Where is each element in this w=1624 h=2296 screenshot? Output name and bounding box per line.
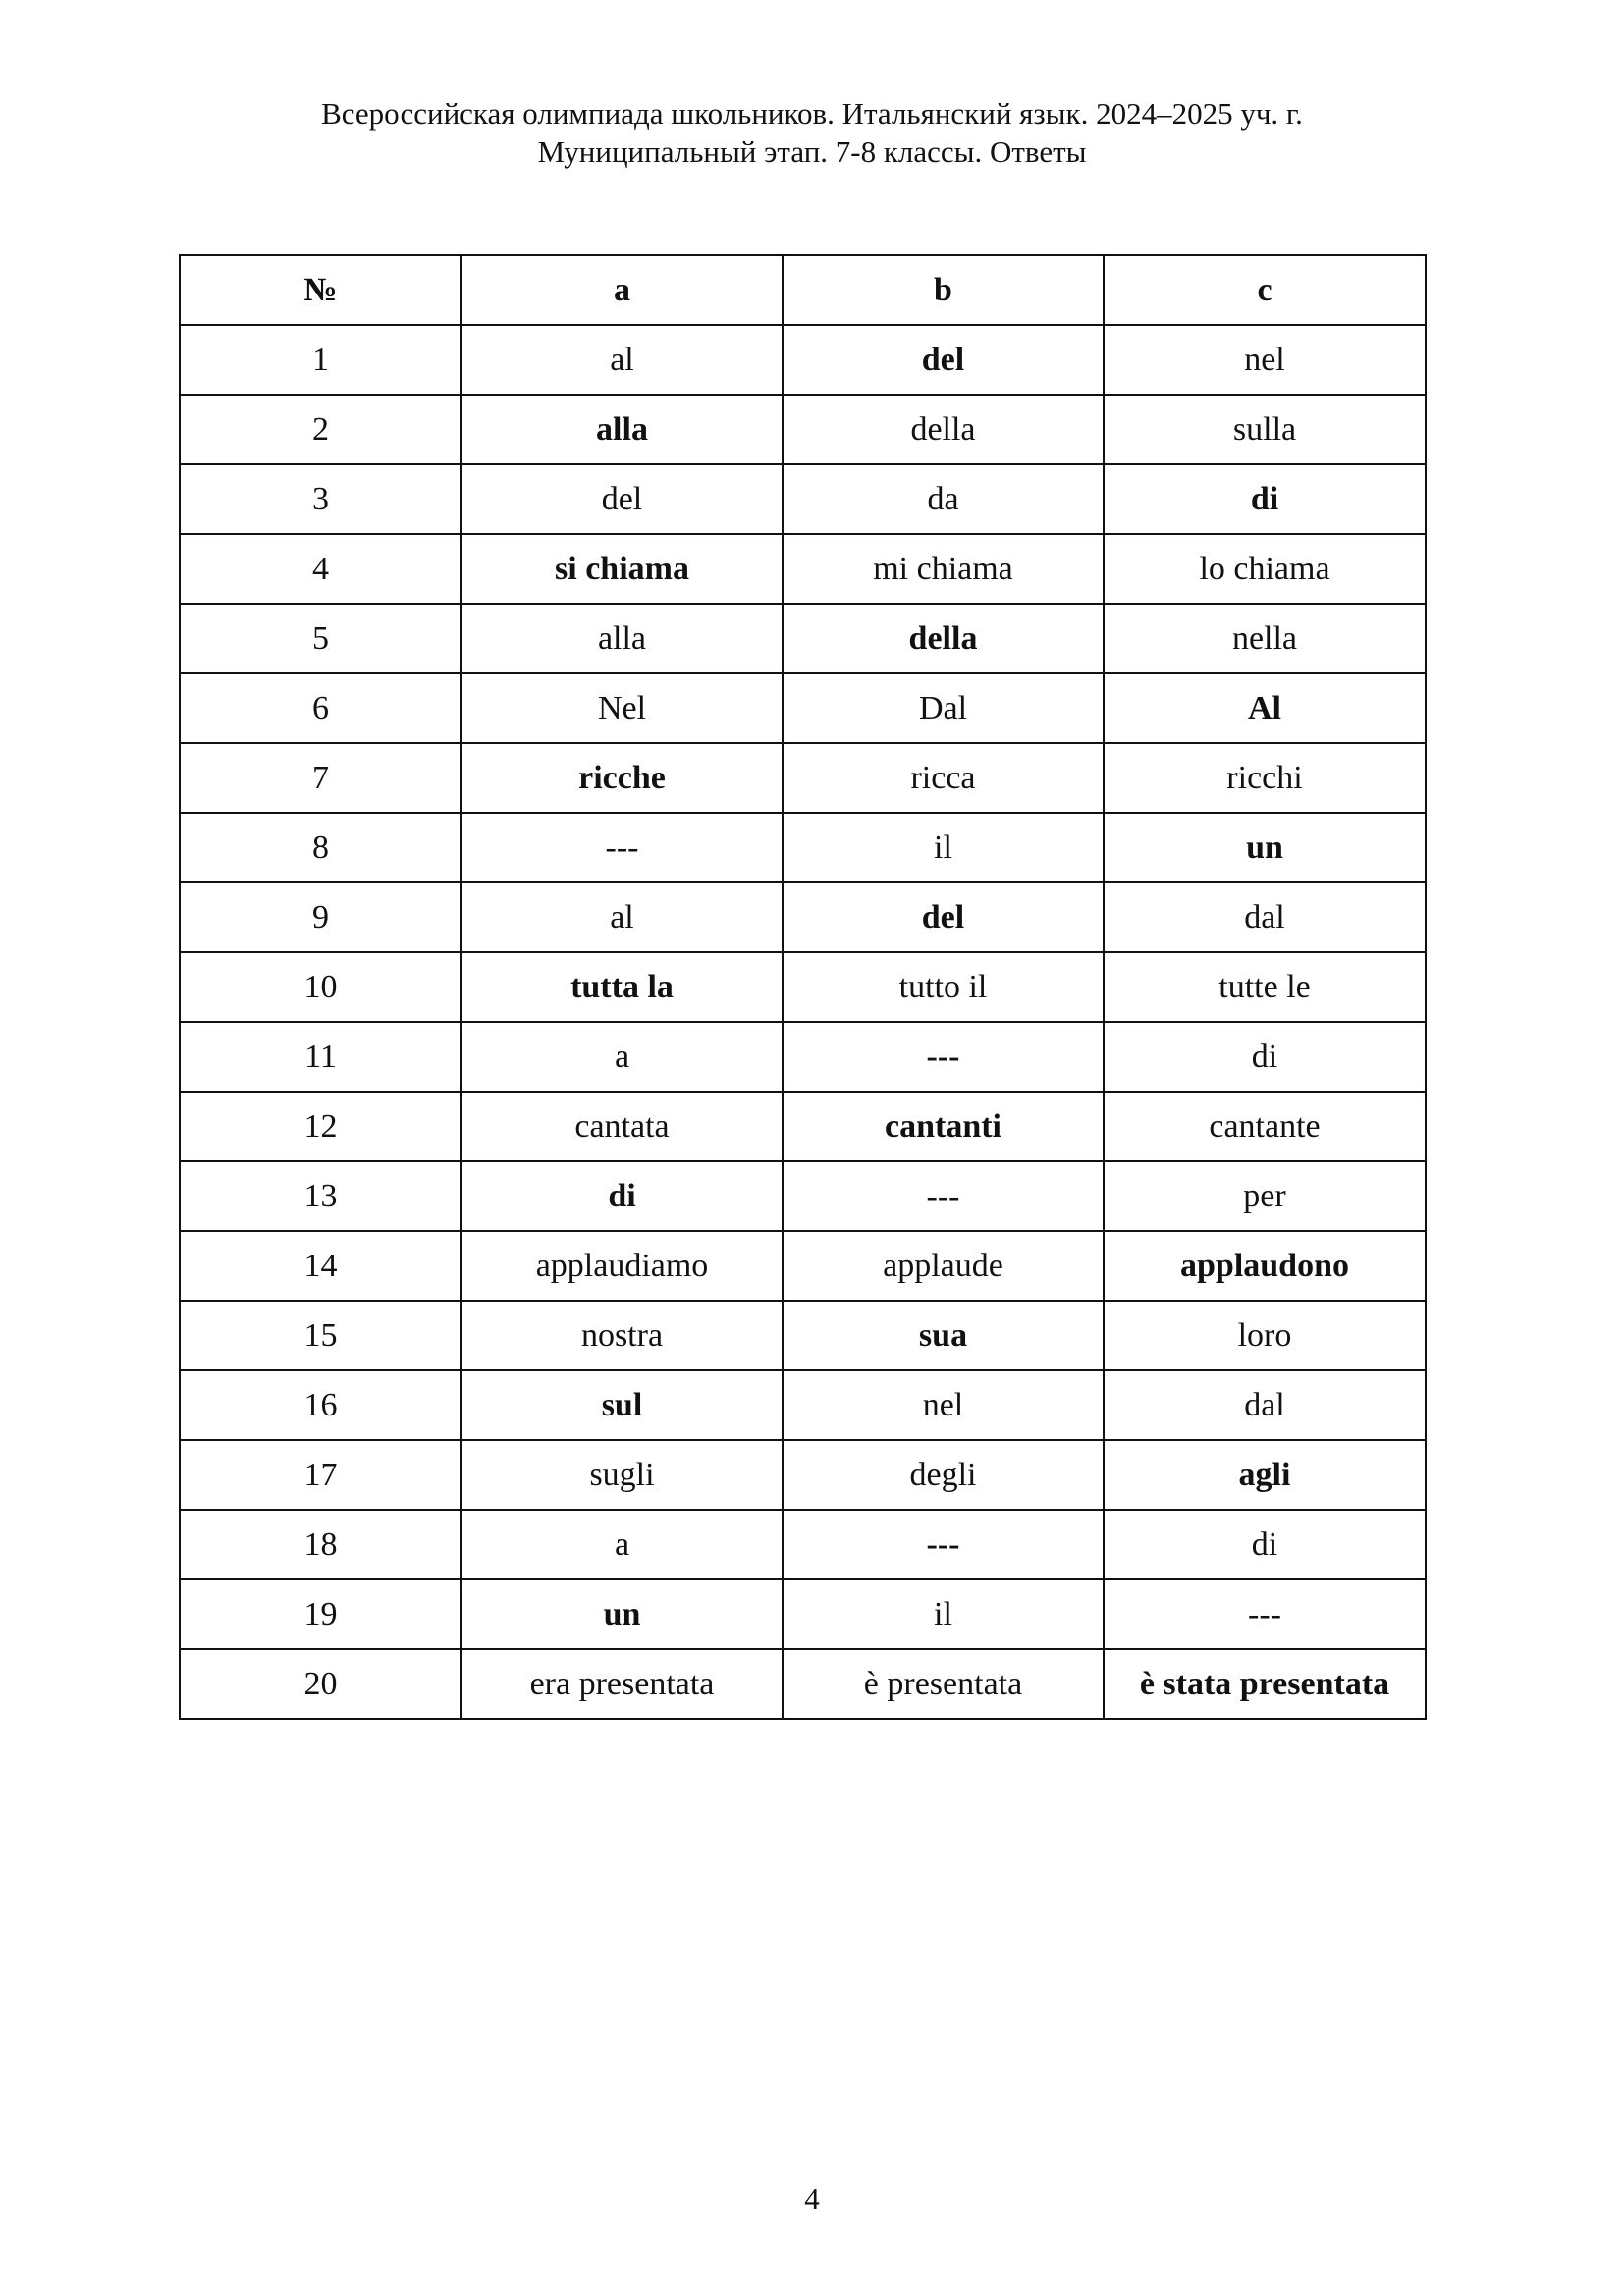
column-header-c: c — [1104, 255, 1426, 325]
option-a-cell: ricche — [461, 743, 783, 813]
option-c-cell: loro — [1104, 1301, 1426, 1370]
option-a-cell: cantata — [461, 1092, 783, 1161]
row-number-cell: 1 — [180, 325, 461, 395]
option-a-cell: a — [461, 1510, 783, 1579]
option-b-cell: della — [783, 604, 1104, 673]
row-number-cell: 14 — [180, 1231, 461, 1301]
row-number-cell: 18 — [180, 1510, 461, 1579]
option-a-cell: applaudiamo — [461, 1231, 783, 1301]
option-c-cell: --- — [1104, 1579, 1426, 1649]
column-header-number: № — [180, 255, 461, 325]
option-c-cell: sulla — [1104, 395, 1426, 464]
row-number-cell: 15 — [180, 1301, 461, 1370]
option-a-cell: di — [461, 1161, 783, 1231]
row-number-cell: 11 — [180, 1022, 461, 1092]
option-b-cell: applaude — [783, 1231, 1104, 1301]
option-b-cell: --- — [783, 1161, 1104, 1231]
option-a-cell: un — [461, 1579, 783, 1649]
option-b-cell: il — [783, 813, 1104, 882]
option-c-cell: di — [1104, 464, 1426, 534]
option-b-cell: mi chiama — [783, 534, 1104, 604]
row-number-cell: 6 — [180, 673, 461, 743]
table-row — [180, 882, 1426, 952]
option-c-cell: Al — [1104, 673, 1426, 743]
table-row — [180, 813, 1426, 882]
table-row — [180, 1231, 1426, 1301]
row-number-cell: 7 — [180, 743, 461, 813]
table-row — [180, 1510, 1426, 1579]
option-c-cell: cantante — [1104, 1092, 1426, 1161]
option-c-cell: dal — [1104, 882, 1426, 952]
table-row — [180, 1092, 1426, 1161]
table-body — [180, 325, 1426, 1719]
table-row — [180, 743, 1426, 813]
row-number-cell: 9 — [180, 882, 461, 952]
table-row — [180, 1301, 1426, 1370]
option-a-cell: sugli — [461, 1440, 783, 1510]
column-header-a: a — [461, 255, 783, 325]
option-c-cell: di — [1104, 1510, 1426, 1579]
option-c-cell: per — [1104, 1161, 1426, 1231]
option-c-cell: agli — [1104, 1440, 1426, 1510]
option-c-cell: nel — [1104, 325, 1426, 395]
option-c-cell: lo chiama — [1104, 534, 1426, 604]
table-row — [180, 325, 1426, 395]
option-b-cell: degli — [783, 1440, 1104, 1510]
option-b-cell: Dal — [783, 673, 1104, 743]
row-number-cell: 12 — [180, 1092, 461, 1161]
option-b-cell: da — [783, 464, 1104, 534]
answers-table — [179, 254, 1427, 1720]
option-b-cell: è presentata — [783, 1649, 1104, 1719]
table-header-row — [180, 255, 1426, 325]
column-header-b: b — [783, 255, 1104, 325]
option-b-cell: --- — [783, 1510, 1104, 1579]
option-b-cell: della — [783, 395, 1104, 464]
option-a-cell: al — [461, 325, 783, 395]
row-number-cell: 3 — [180, 464, 461, 534]
option-a-cell: --- — [461, 813, 783, 882]
option-a-cell: Nel — [461, 673, 783, 743]
table-row — [180, 673, 1426, 743]
table-row — [180, 952, 1426, 1022]
option-c-cell: è stata presentata — [1104, 1649, 1426, 1719]
row-number-cell: 8 — [180, 813, 461, 882]
option-b-cell: --- — [783, 1022, 1104, 1092]
header-line-1: Всероссийская олимпиада школьников. Итальянский язык. 2024–2025 уч. г. — [321, 96, 1303, 131]
option-c-cell: di — [1104, 1022, 1426, 1092]
table-row — [180, 1649, 1426, 1719]
table-row — [180, 1370, 1426, 1440]
option-b-cell: cantanti — [783, 1092, 1104, 1161]
option-b-cell: del — [783, 325, 1104, 395]
row-number-cell: 16 — [180, 1370, 461, 1440]
row-number-cell: 17 — [180, 1440, 461, 1510]
table-row — [180, 1440, 1426, 1510]
row-number-cell: 13 — [180, 1161, 461, 1231]
option-a-cell: era presentata — [461, 1649, 783, 1719]
option-b-cell: ricca — [783, 743, 1104, 813]
document-header — [0, 94, 1624, 171]
table-row — [180, 534, 1426, 604]
option-a-cell: a — [461, 1022, 783, 1092]
option-a-cell: alla — [461, 604, 783, 673]
table-row — [180, 395, 1426, 464]
table-row — [180, 1022, 1426, 1092]
header-line-2: Муниципальный этап. 7-8 классы. Ответы — [537, 134, 1087, 169]
row-number-cell: 20 — [180, 1649, 461, 1719]
option-c-cell: un — [1104, 813, 1426, 882]
option-c-cell: applaudono — [1104, 1231, 1426, 1301]
option-a-cell: tutta la — [461, 952, 783, 1022]
option-a-cell: del — [461, 464, 783, 534]
page-number: 4 — [804, 2181, 820, 2216]
row-number-cell: 19 — [180, 1579, 461, 1649]
row-number-cell: 4 — [180, 534, 461, 604]
option-c-cell: dal — [1104, 1370, 1426, 1440]
table-row — [180, 604, 1426, 673]
table-row — [180, 1579, 1426, 1649]
table-row — [180, 464, 1426, 534]
option-a-cell: si chiama — [461, 534, 783, 604]
row-number-cell: 10 — [180, 952, 461, 1022]
row-number-cell: 5 — [180, 604, 461, 673]
option-b-cell: del — [783, 882, 1104, 952]
option-b-cell: nel — [783, 1370, 1104, 1440]
option-a-cell: alla — [461, 395, 783, 464]
table-row — [180, 1161, 1426, 1231]
option-c-cell: ricchi — [1104, 743, 1426, 813]
row-number-cell: 2 — [180, 395, 461, 464]
option-b-cell: sua — [783, 1301, 1104, 1370]
option-c-cell: nella — [1104, 604, 1426, 673]
option-a-cell: sul — [461, 1370, 783, 1440]
option-b-cell: tutto il — [783, 952, 1104, 1022]
option-a-cell: al — [461, 882, 783, 952]
option-a-cell: nostra — [461, 1301, 783, 1370]
option-c-cell: tutte le — [1104, 952, 1426, 1022]
option-b-cell: il — [783, 1579, 1104, 1649]
